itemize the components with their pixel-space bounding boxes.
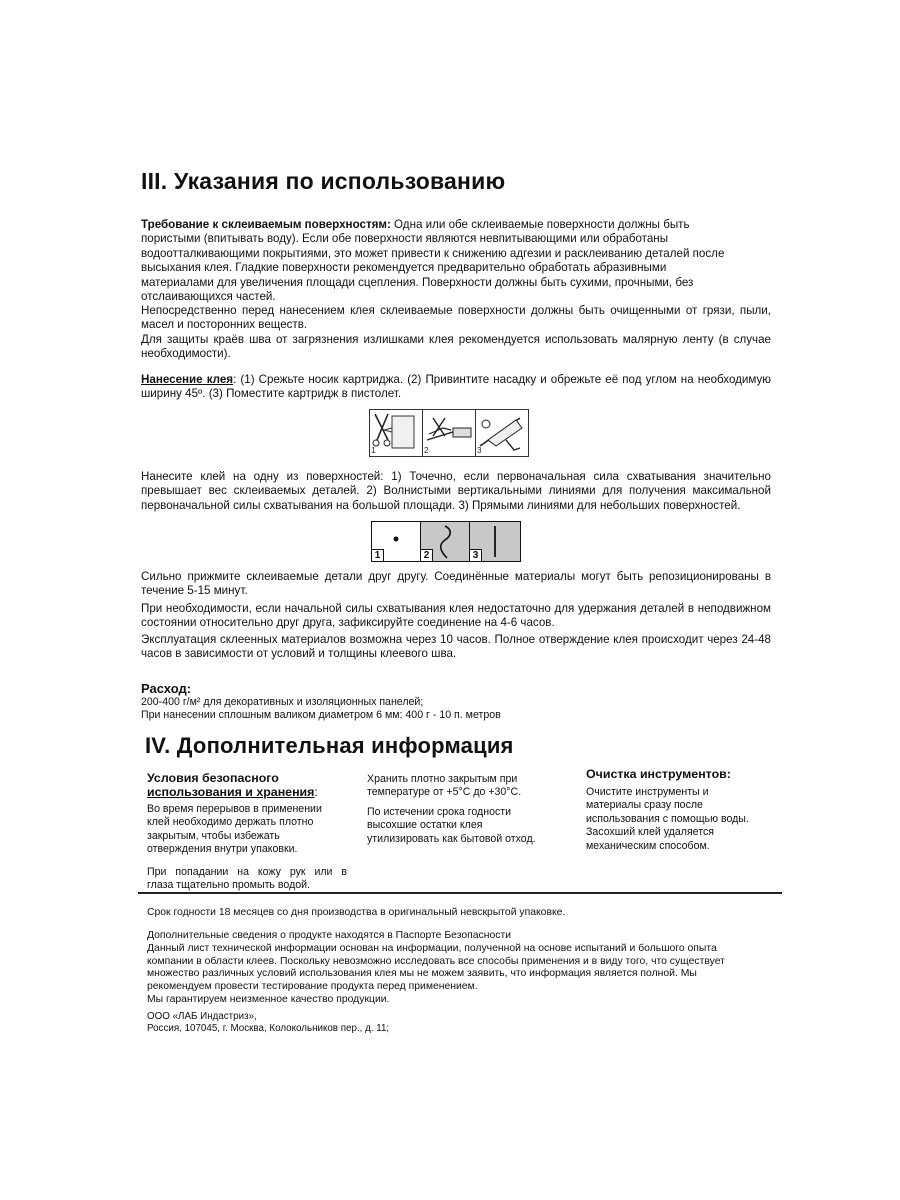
press-paragraph: Сильно прижмите склеиваемые детали друг другу. Соединённые материалы могут быть репозиционированы в течение 5-15 минут. <box>141 570 771 598</box>
safety-paragraph-1 <box>147 803 347 857</box>
cleaning-line-1: материалы сразу после <box>586 799 703 812</box>
company-name: ООО «ЛАБ Индастриз», <box>147 1011 257 1022</box>
shelf-life-text: Срок годности 18 месяцев со дня производства в оригинальный невскрытой упаковке. <box>147 907 566 918</box>
safety-p1-line-3: отверждения внутри упаковки. <box>147 843 298 856</box>
safety-heading-line-2: использования и хранения <box>147 785 315 799</box>
safety-p1-line-1: клей необходимо держать плотно <box>147 816 314 829</box>
apply-method-paragraph: Нанесите клей на одну из поверхностей: 1) Точечно, если первоначальная сила схватывания значительно превышает вес склеиваемых деталей. 2) Волнистыми вертикальными линиями для получения максимальной первоначальной силы схватывания на большой площади. 3) Прямыми линиями для небольших поверхностей. <box>141 470 771 512</box>
application-label: Нанесение клея <box>141 373 234 386</box>
cleaning-line-4: механическим способом. <box>586 839 710 852</box>
application-patterns-figure <box>371 521 521 562</box>
disclaimer-line-4: рекомендуем провести тестирование продукта перед применением. <box>147 981 478 993</box>
step-1-panel <box>370 410 423 456</box>
pattern-2-number: 2 <box>421 549 433 561</box>
pattern-dot-panel <box>372 522 421 561</box>
step-3-panel <box>476 410 528 456</box>
section-3-title: III. Указания по использованию <box>141 168 506 194</box>
safety-p1-line-0: Во время перерывов в применении <box>147 803 322 815</box>
section-4-title: IV. Дополнительная информация <box>145 733 514 758</box>
company-address: Россия, 107045, г. Москва, Колокольников пер., д. 11; <box>147 1023 390 1035</box>
consumption-title: Расход: <box>141 681 192 696</box>
storage-p2-line-0: По истечении срока годности <box>367 805 512 818</box>
disclaimer-line-0: Дополнительные сведения о продукте находятся в Паспорте Безопасности <box>147 930 512 941</box>
application-text: : (1) Срежьте носик картриджа. (2) Привинтите насадку и обрежьте её под углом на необходимую ширину 45º. (3) Поместите картридж в пистолет. <box>141 373 771 401</box>
storage-p1-line-1: температуре от +5°С до +30°С. <box>367 786 522 799</box>
surfaces-paragraph <box>141 218 781 304</box>
cleaning-column <box>586 767 786 853</box>
nozzle-illustration <box>423 410 475 456</box>
step-2-panel <box>423 410 476 456</box>
safety-heading <box>147 771 347 799</box>
disclaimer-line-2: компании в области клеев. Поскольку невозможно исследовать все способы применения и в виду того, что существует <box>147 955 725 967</box>
disclaimer-line-3: множество различных условий использования клея мы не можем заявить, что информация является полной. Мы <box>147 968 697 980</box>
surfaces-line-4: материалами для увеличения площади сцепления. Поверхности должны быть сухими, прочными, без <box>141 275 694 289</box>
step-2-number: 2 <box>424 446 429 455</box>
masking-tape-paragraph: Для защиты краёв шва от загрязнения излишками клея рекомендуется использовать малярную ленту (в случае необходимости). <box>141 333 771 361</box>
step-3-number: 3 <box>477 446 482 455</box>
application-paragraph <box>141 373 771 402</box>
surfaces-line-1: пористыми (впитывать воду). Если обе поверхности являются невпитывающими или обработаны <box>141 232 669 246</box>
disclaimer-block <box>147 930 783 1007</box>
disclaimer-line-5: Мы гарантируем неизменное качество продукции. <box>147 993 390 1005</box>
cleaning-paragraph <box>586 786 786 853</box>
pattern-wave-panel <box>421 522 470 561</box>
surfaces-line-3: высыхания клея. Гладкие поверхности рекомендуется предварительно обработать абразивными <box>141 261 667 275</box>
pattern-3-number: 3 <box>470 549 482 561</box>
safety-paragraph-2 <box>147 866 347 893</box>
cleaning-line-3: Засохший клей удаляется <box>586 826 714 839</box>
cartridge-steps-figure <box>369 409 529 457</box>
safety-column <box>147 771 347 857</box>
storage-p1-line-0: Хранить плотно закрытым при <box>367 773 518 785</box>
cut-nozzle-illustration <box>370 410 422 456</box>
consumption-line-2: При нанесении сплошным валиком диаметром 6 мм: 400 г - 10 п. метров <box>141 708 501 721</box>
storage-p2-line-1: высохшие остатки клея <box>367 819 483 832</box>
consumption-line-1: 200-400 г/м² для декоративных и изоляционных панелей; <box>141 696 424 708</box>
pattern-1-number: 1 <box>372 549 384 561</box>
surfaces-line-2: водоотталкивающими покрытиями, это может привести к снижению адгезии и расклеиванию деталей после <box>141 246 725 260</box>
glue-gun-illustration <box>476 410 528 456</box>
company-block <box>147 1011 547 1036</box>
cleaning-line-0: Очистите инструменты и <box>586 786 709 798</box>
cleaning-line-2: использования с помощью воды. <box>586 812 749 825</box>
curing-paragraph: Эксплуатация склеенных материалов возможна через 10 часов. Полное отверждение клея происходит через 24-48 часов в зависимости от условий и толщины клеевого шва. <box>141 633 771 661</box>
fixing-paragraph: При необходимости, если начальной силы схватывания клея недостаточно для удержания деталей в неподвижном состоянии относительно друг друга, зафиксируйте соединение на 4-6 часов. <box>141 602 771 630</box>
storage-column <box>367 773 567 846</box>
pattern-line-panel <box>470 522 520 561</box>
surfaces-clean-paragraph: Непосредственно перед нанесением клея склеиваемые поверхности должны быть очищенными от грязи, пыли, масел и посторонних веществ. <box>141 304 771 332</box>
cleaning-heading: Очистка инструментов: <box>586 767 731 781</box>
surfaces-line-0: Одна или обе склеиваемые поверхности должны быть <box>390 218 690 231</box>
section-divider <box>138 892 782 894</box>
safety-p2-line-0: При попадании на кожу рук или в <box>147 866 347 878</box>
disclaimer-line-1: Данный лист технической информации основан на информации, полученной на основе испытаний и большого опыта <box>147 942 717 954</box>
surfaces-line-5: отслаивающихся частей. <box>141 290 276 304</box>
safety-p1-line-2: закрытым, чтобы избежать <box>147 829 280 842</box>
surfaces-label: Требование к склеиваемым поверхностям: <box>141 218 391 231</box>
storage-p2-line-2: утилизировать как бытовой отход. <box>367 832 536 845</box>
safety-heading-colon: : <box>314 785 318 799</box>
step-1-number: 1 <box>371 446 376 455</box>
safety-p2-line-1: глаза тщательно промыть водой. <box>147 879 310 892</box>
safety-heading-line-1: Условия безопасного <box>147 771 279 785</box>
consumption-block <box>141 681 761 721</box>
